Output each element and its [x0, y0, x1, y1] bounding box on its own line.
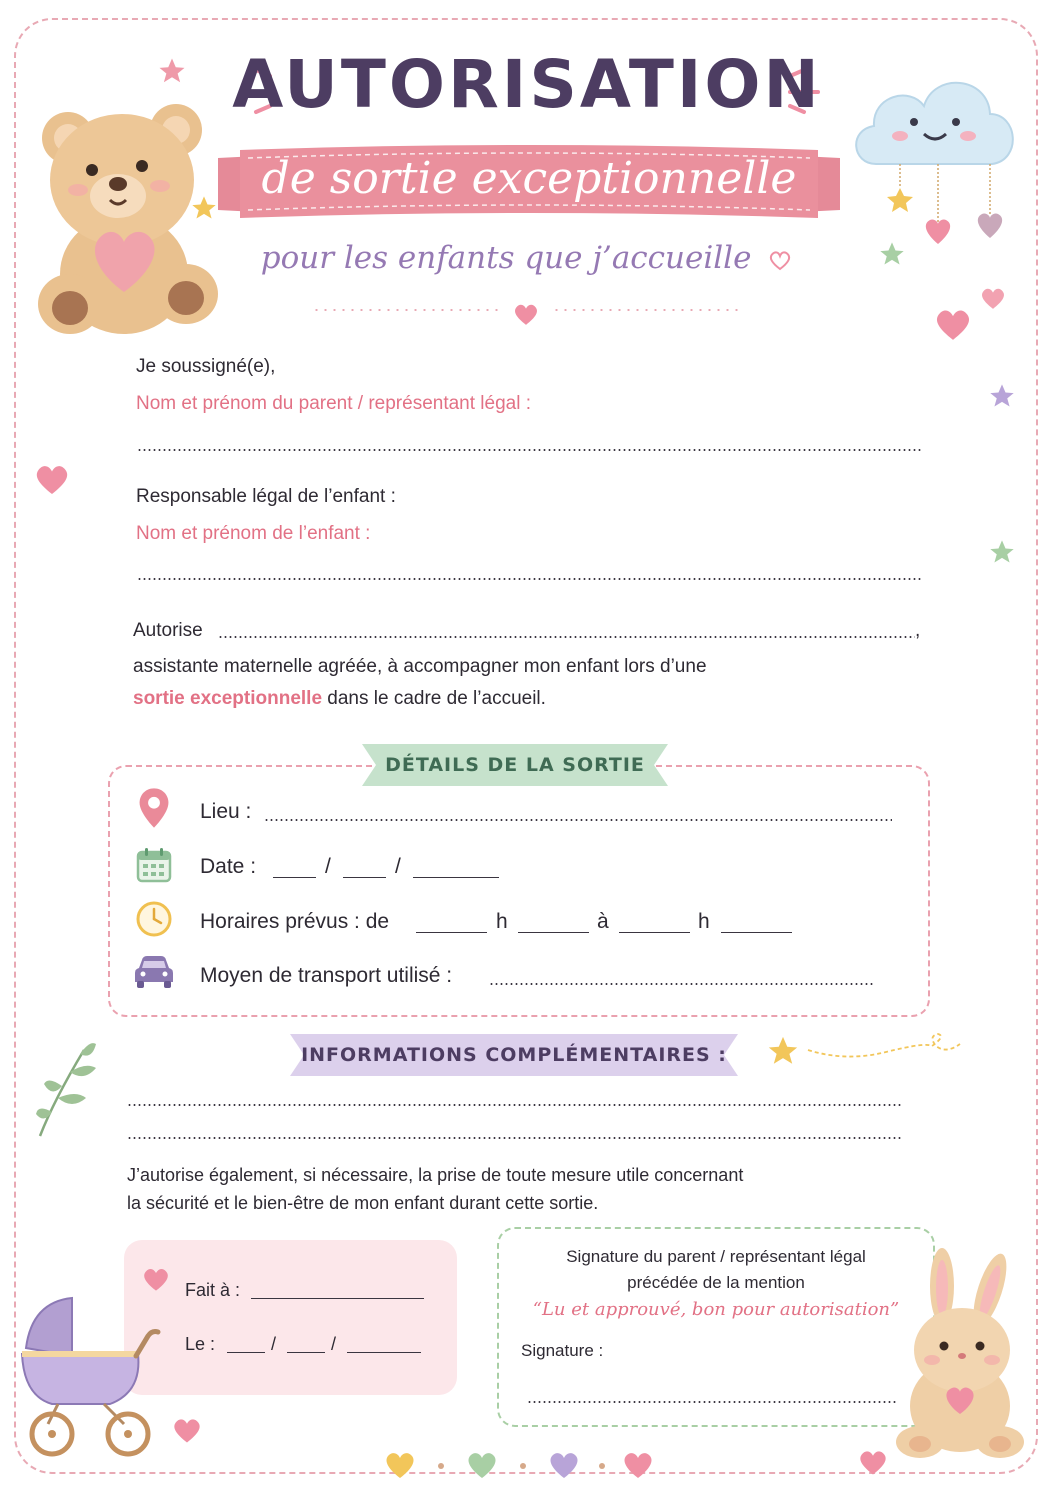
sortie-rest: dans le cadre de l’accueil. [322, 688, 546, 709]
signature-line-2: précédée de la mention [627, 1273, 805, 1292]
signature-line-1: Signature du parent / représentant légal [566, 1247, 866, 1266]
dotted-divider [312, 309, 502, 311]
dotted-divider [552, 309, 742, 311]
infos-line-1[interactable] [127, 1104, 903, 1106]
clock-icon [135, 900, 173, 938]
heart-icon [934, 306, 972, 342]
date-year-field[interactable] [413, 877, 499, 878]
heart-icon [172, 1416, 202, 1444]
parent-name-field[interactable] [137, 449, 922, 451]
heart-icon [34, 462, 70, 496]
star-icon [190, 194, 218, 222]
assistante-text: assistante maternelle agréée, à accompagner mon enfant lors d’une [133, 656, 707, 677]
leaf-icon [34, 1040, 100, 1138]
star-icon [766, 1034, 800, 1068]
signature-mention: “Lu et approuvé, bon pour autorisation” [532, 1299, 900, 1320]
infos-line-2[interactable] [127, 1137, 903, 1139]
lieu-label: Lieu : [200, 800, 252, 823]
subtitle [0, 240, 1054, 276]
date-separator-1: / [325, 855, 331, 878]
fait-a-label: Fait à : [185, 1280, 241, 1300]
hour-unit-2: h [698, 910, 710, 933]
fait-box [124, 1240, 457, 1395]
end-minute-field[interactable] [721, 932, 792, 933]
stroller-icon [18, 1296, 164, 1460]
bunny-icon [894, 1246, 1024, 1460]
child-name-label: Nom et prénom de l’enfant : [136, 523, 371, 544]
end-hour-field[interactable] [619, 932, 690, 933]
car-icon [134, 954, 174, 990]
infos-banner-text: INFORMATIONS COMPLÉMENTAIRES : [301, 1044, 727, 1066]
signature-field[interactable] [527, 1401, 897, 1403]
document-title: AUTORISATION [232, 46, 822, 123]
date-day-field[interactable] [273, 877, 316, 878]
details-banner [362, 742, 668, 788]
hour-unit-1: h [496, 910, 508, 933]
child-name-field[interactable] [137, 578, 922, 580]
heart-icon [980, 286, 1006, 310]
date-separator-2: / [395, 855, 401, 878]
consent-line-2: la sécurité et le bien-être de mon enfant durant cette sortie. [127, 1193, 599, 1213]
date-month-field[interactable] [343, 877, 386, 878]
je-soussigne-text: Je soussigné(e), [136, 356, 276, 377]
autorise-comma: , [915, 620, 921, 641]
ribbon-text: de sortie exceptionnelle [261, 153, 797, 204]
details-banner-text: DÉTAILS DE LA SORTIE [385, 754, 645, 776]
le-separator-1: / [271, 1334, 277, 1354]
heart-garland-icon [384, 1448, 656, 1480]
transport-label: Moyen de transport utilisé : [200, 964, 453, 987]
autorise-text: Autorise [133, 620, 203, 641]
le-label: Le : [185, 1334, 216, 1354]
star-icon [988, 538, 1016, 566]
heart-icon [513, 302, 539, 326]
start-minute-field[interactable] [518, 932, 589, 933]
le-day-field[interactable] [227, 1352, 265, 1353]
heart-outline-icon [767, 249, 793, 271]
signature-label: Signature : [521, 1341, 604, 1360]
location-pin-icon [138, 787, 170, 829]
calendar-icon [136, 847, 172, 883]
le-month-field[interactable] [287, 1352, 325, 1353]
sortie-highlight: sortie exceptionnelle [133, 688, 323, 709]
heart-icon [142, 1266, 170, 1292]
heart-icon [858, 1448, 888, 1476]
star-icon [988, 382, 1016, 410]
responsable-text: Responsable légal de l’enfant : [136, 486, 396, 507]
transport-field[interactable] [489, 983, 873, 985]
assistante-name-field[interactable] [218, 636, 915, 638]
a-text: à [597, 910, 609, 933]
le-year-field[interactable] [347, 1352, 421, 1353]
fait-a-field[interactable] [251, 1298, 424, 1299]
horaires-label: Horaires prévus : de [200, 910, 390, 933]
consent-line-1: J’autorise également, si nécessaire, la prise de toute mesure utile concernant [127, 1165, 744, 1185]
title-ribbon [218, 140, 840, 228]
lieu-field[interactable] [264, 819, 892, 821]
start-hour-field[interactable] [416, 932, 487, 933]
infos-banner [290, 1032, 738, 1078]
subtitle-text: pour les enfants que j’accueille [260, 240, 752, 276]
parent-name-label: Nom et prénom du parent / représentant légal : [136, 393, 532, 414]
sortie-sentence [133, 688, 546, 710]
dashed-swirl-icon [806, 1032, 962, 1066]
date-label: Date : [200, 855, 257, 878]
le-separator-2: / [331, 1334, 337, 1354]
signature-box [497, 1227, 935, 1427]
